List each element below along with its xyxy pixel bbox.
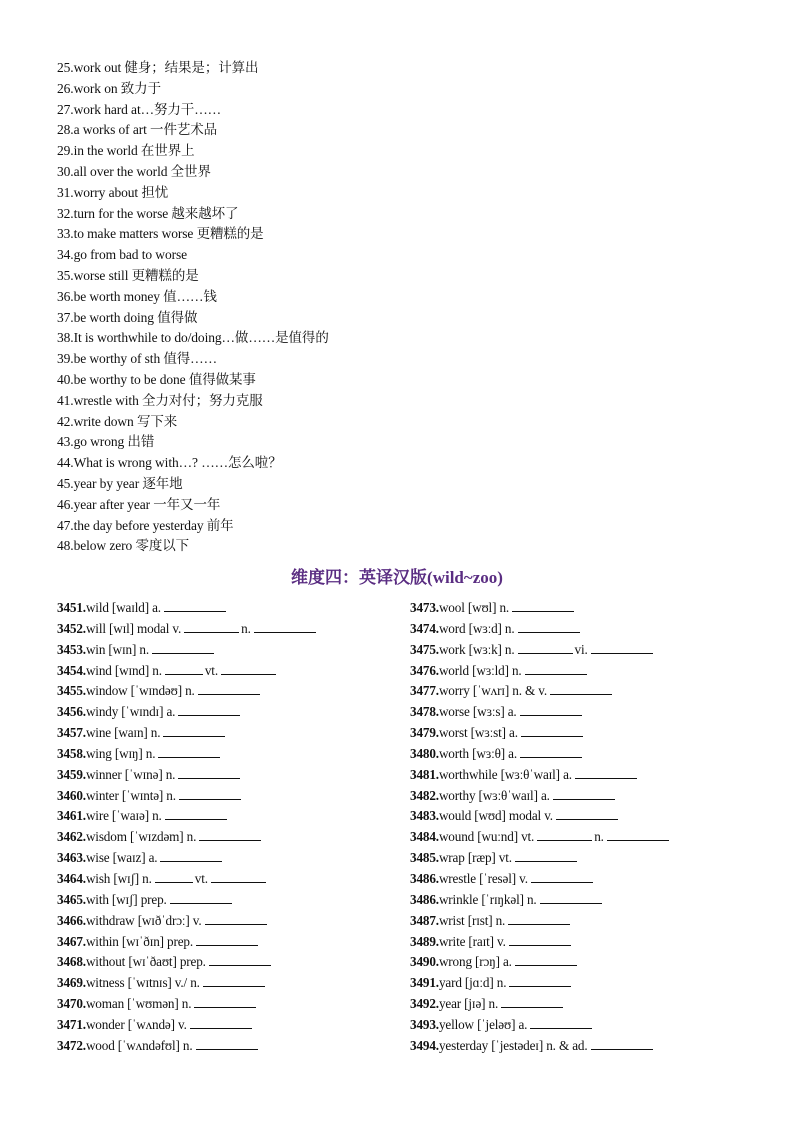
answer-blank[interactable]	[591, 641, 653, 654]
answer-blank[interactable]	[199, 828, 261, 841]
entry-word: windy [ˈwɪndɪ] a.	[85, 704, 176, 720]
entry-number: 3480.	[410, 745, 439, 761]
phrase-item: 45.year by year 逐年地	[57, 475, 183, 491]
entry-number: 3470.	[57, 996, 86, 1012]
vocab-entry	[57, 619, 397, 640]
answer-blank[interactable]	[190, 1016, 252, 1029]
phrase-list	[57, 58, 757, 557]
vocab-entry	[410, 1036, 780, 1057]
entry-number: 3454.	[57, 662, 86, 678]
answer-blank[interactable]	[163, 724, 225, 737]
vocab-entry	[57, 598, 397, 619]
entry-word: worth [wɜːθ] a.	[438, 745, 518, 761]
phrase-item: 27.work hard at…努力干……	[57, 101, 222, 117]
vocab-column-left	[57, 598, 397, 1057]
entry-number: 3469.	[57, 975, 86, 991]
answer-blank[interactable]	[556, 807, 618, 820]
entry-word: wood [ˈwʌndəfʊl] n.	[85, 1037, 193, 1053]
answer-blank[interactable]	[198, 682, 260, 695]
answer-blank[interactable]	[518, 620, 580, 633]
entry-number: 3456.	[57, 704, 86, 720]
phrase-item: 44.What is wrong with…? ……怎么啦？	[57, 455, 282, 471]
phrase-item: 36.be worth money 值……钱	[57, 288, 217, 304]
part-of-speech-separator: n.	[594, 829, 604, 845]
answer-blank[interactable]	[607, 828, 669, 841]
answer-blank[interactable]	[203, 974, 265, 987]
vocab-entry	[410, 932, 780, 953]
answer-blank[interactable]	[179, 787, 241, 800]
part-of-speech-separator: vi.	[574, 641, 588, 657]
answer-blank[interactable]	[170, 891, 232, 904]
answer-blank[interactable]	[205, 912, 267, 925]
entry-number: 3464.	[57, 870, 86, 886]
entry-number: 3476.	[410, 662, 439, 678]
vocab-entry	[410, 848, 780, 869]
entry-number: 3458.	[57, 745, 86, 761]
section-title: 维度四：英译汉版(wild~zoo)	[291, 568, 503, 587]
vocab-entry	[410, 994, 780, 1015]
vocab-entry	[410, 786, 780, 807]
entry-word: without [wɪˈðaʊt] prep.	[85, 954, 206, 970]
entry-word: wrestle [ˈresəl] v.	[438, 870, 528, 886]
entry-number: 3467.	[57, 933, 86, 949]
entry-number: 3486.	[410, 891, 439, 907]
vocab-column-right	[410, 598, 780, 1057]
vocab-entry	[410, 598, 780, 619]
answer-blank[interactable]	[501, 995, 563, 1008]
part-of-speech-separator: vt.	[194, 870, 208, 886]
entry-word: write [raɪt] v.	[438, 933, 506, 949]
vocab-entry	[57, 932, 397, 953]
entry-word: wise [waɪz] a.	[85, 850, 158, 866]
entry-number: 3466.	[57, 912, 86, 928]
vocab-entry	[410, 1015, 780, 1036]
vocab-entry	[57, 681, 397, 702]
answer-blank[interactable]	[184, 620, 239, 633]
answer-blank[interactable]	[512, 599, 574, 612]
vocab-entry	[57, 952, 397, 973]
entry-word: wild [waɪld] a.	[85, 600, 161, 615]
part-of-speech-separator: vt.	[204, 662, 218, 678]
entry-number: 3484.	[410, 829, 439, 845]
phrase-item: 34.go from bad to worse	[57, 247, 188, 263]
answer-blank[interactable]	[165, 807, 227, 820]
entry-word: wrinkle [ˈrɪŋkəl] n.	[438, 891, 537, 907]
answer-blank[interactable]	[515, 849, 577, 862]
phrase-item: 37.be worth doing 值得做	[57, 309, 198, 325]
phrase-item: 26.work on 致力于	[57, 80, 161, 96]
entry-word: year [jɪə] n.	[438, 996, 499, 1012]
entry-word: winter [ˈwɪntə] n.	[85, 787, 176, 803]
answer-blank[interactable]	[152, 641, 214, 654]
vocab-entry	[57, 723, 397, 744]
phrase-item: 30.all over the world 全世界	[57, 163, 211, 179]
answer-blank[interactable]	[196, 933, 258, 946]
entry-word: witness [ˈwɪtnɪs] v./ n.	[85, 975, 200, 991]
answer-blank[interactable]	[553, 787, 615, 800]
entry-number: 3453.	[57, 641, 86, 657]
vocab-entry	[410, 640, 780, 661]
answer-blank[interactable]	[165, 662, 203, 675]
vocab-entry	[57, 827, 397, 848]
entry-number: 3459.	[57, 766, 86, 782]
entry-word: world [wɜːld] n.	[438, 662, 522, 678]
answer-blank[interactable]	[178, 703, 240, 716]
answer-blank[interactable]	[591, 1037, 653, 1050]
answer-blank[interactable]	[520, 745, 582, 758]
answer-blank[interactable]	[254, 620, 316, 633]
entry-number: 3479.	[410, 725, 439, 741]
vocab-entry	[57, 973, 397, 994]
entry-number: 3490.	[410, 954, 439, 970]
entry-word: worry [ˈwʌrɪ] n. & v.	[438, 683, 547, 699]
entry-word: with [wɪʃ] prep.	[85, 891, 167, 907]
entry-number: 3478.	[410, 704, 439, 720]
entry-word: yesterday [ˈjestədeɪ] n. & ad.	[438, 1037, 588, 1053]
entry-number: 3457.	[57, 725, 86, 741]
answer-blank[interactable]	[158, 745, 220, 758]
entry-number: 3452.	[57, 620, 86, 636]
vocab-entry	[57, 765, 397, 786]
answer-blank[interactable]	[221, 662, 276, 675]
vocab-entry	[57, 786, 397, 807]
part-of-speech-separator: n.	[241, 620, 251, 636]
vocab-entry	[57, 994, 397, 1015]
entry-word: wound [wuːnd] vt.	[438, 829, 535, 845]
vocab-entry	[410, 827, 780, 848]
entry-number: 3493.	[410, 1016, 439, 1032]
vocab-entry	[57, 890, 397, 911]
entry-word: withdraw [wɪðˈdrɔː] v.	[85, 912, 202, 928]
answer-blank[interactable]	[520, 703, 582, 716]
entry-word: worthwhile [wɜːθˈwaɪl] a.	[438, 766, 572, 782]
entry-word: wing [wɪŋ] n.	[85, 745, 156, 761]
answer-blank[interactable]	[178, 766, 240, 779]
vocab-entry	[57, 1015, 397, 1036]
entry-word: wonder [ˈwʌndə] v.	[85, 1016, 187, 1032]
vocab-entry	[57, 702, 397, 723]
answer-blank[interactable]	[525, 662, 587, 675]
entry-word: winner [ˈwɪnə] n.	[85, 766, 176, 782]
vocab-entry	[410, 973, 780, 994]
entry-number: 3455.	[57, 683, 86, 699]
entry-number: 3473.	[410, 600, 439, 615]
vocab-entry	[410, 952, 780, 973]
answer-blank[interactable]	[209, 953, 271, 966]
vocab-entry	[410, 661, 780, 682]
entry-number: 3489.	[410, 933, 439, 949]
entry-word: within [wɪˈðɪn] prep.	[85, 933, 194, 949]
entry-number: 3483.	[410, 808, 439, 824]
phrase-item: 31.worry about 担忧	[57, 184, 169, 200]
entry-number: 3494.	[410, 1037, 439, 1053]
phrase-item: 48.below zero 零度以下	[57, 538, 190, 554]
answer-blank[interactable]	[518, 641, 573, 654]
answer-blank[interactable]	[575, 766, 637, 779]
entry-number: 3482.	[410, 787, 439, 803]
phrase-item: 42.write down 写下来	[57, 413, 178, 429]
entry-number: 3468.	[57, 954, 86, 970]
vocab-entry	[57, 911, 397, 932]
phrase-item: 33.to make matters worse 更糟糕的是	[57, 226, 264, 242]
entry-number: 3462.	[57, 829, 86, 845]
entry-word: wrong [rɔŋ] a.	[438, 954, 512, 970]
vocab-entry	[410, 765, 780, 786]
answer-blank[interactable]	[531, 870, 593, 883]
vocab-entry	[57, 661, 397, 682]
entry-word: yard [jɑːd] n.	[438, 975, 507, 991]
entry-number: 3477.	[410, 683, 439, 699]
entry-word: worse [wɜːs] a.	[438, 704, 517, 720]
entry-number: 3487.	[410, 912, 439, 928]
vocab-entry	[410, 744, 780, 765]
entry-word: worst [wɜːst] a.	[438, 725, 518, 741]
answer-blank[interactable]	[211, 870, 266, 883]
entry-word: wine [waɪn] n.	[85, 725, 161, 741]
vocab-entry	[57, 869, 397, 890]
answer-blank[interactable]	[164, 599, 226, 612]
entry-number: 3463.	[57, 850, 86, 866]
phrase-item: 25.work out 健身；结果是；计算出	[57, 60, 259, 75]
phrase-item: 47.the day before yesterday 前年	[57, 517, 234, 533]
entry-word: wind [wɪnd] n.	[85, 662, 162, 678]
vocab-entry	[57, 744, 397, 765]
answer-blank[interactable]	[509, 974, 571, 987]
phrase-item: 29.in the world 在世界上	[57, 143, 195, 159]
entry-number: 3492.	[410, 996, 439, 1012]
entry-number: 3472.	[57, 1037, 86, 1053]
entry-number: 3474.	[410, 620, 439, 636]
answer-blank[interactable]	[521, 724, 583, 737]
vocab-entry	[410, 890, 780, 911]
entry-word: woman [ˈwʊmən] n.	[85, 996, 192, 1012]
entry-number: 3471.	[57, 1016, 86, 1032]
entry-number: 3491.	[410, 975, 439, 991]
entry-word: wire [ˈwaɪə] n.	[85, 808, 162, 824]
entry-word: wrist [rɪst] n.	[438, 912, 506, 928]
entry-word: wisdom [ˈwɪzdəm] n.	[85, 829, 197, 845]
phrase-item: 46.year after year 一年又一年	[57, 496, 221, 512]
answer-blank[interactable]	[540, 891, 602, 904]
vocab-entry	[410, 681, 780, 702]
answer-blank[interactable]	[196, 1037, 258, 1050]
answer-blank[interactable]	[515, 953, 577, 966]
entry-number: 3486.	[410, 870, 439, 886]
entry-number: 3460.	[57, 787, 86, 803]
vocab-entry	[410, 806, 780, 827]
vocab-entry	[57, 640, 397, 661]
phrase-item: 32.turn for the worse 越来越坏了	[57, 205, 239, 221]
entry-word: win [wɪn] n.	[85, 641, 149, 657]
entry-word: window [ˈwɪndəʊ] n.	[85, 683, 195, 699]
answer-blank[interactable]	[537, 828, 592, 841]
answer-blank[interactable]	[194, 995, 256, 1008]
answer-blank[interactable]	[509, 933, 571, 946]
entry-number: 3485.	[410, 850, 439, 866]
vocab-entry	[410, 619, 780, 640]
entry-word: wrap [ræp] vt.	[438, 850, 512, 866]
vocab-entry	[410, 723, 780, 744]
entry-number: 3465.	[57, 891, 86, 907]
phrase-item: 39.be worthy of sth 值得……	[57, 351, 217, 367]
vocab-entry	[410, 911, 780, 932]
entry-word: will [wɪl] modal v.	[85, 620, 182, 636]
answer-blank[interactable]	[155, 870, 193, 883]
entry-number: 3475.	[410, 641, 439, 657]
answer-blank[interactable]	[160, 849, 222, 862]
vocab-entry	[410, 869, 780, 890]
phrase-item: 35.worse still 更糟糕的是	[57, 267, 199, 283]
entry-word: worthy [wɜːθˈwaɪl] a.	[438, 787, 550, 803]
entry-word: wish [wɪʃ] n.	[85, 870, 152, 886]
phrase-item: 41.wrestle with 全力对付；努力克服	[57, 392, 263, 408]
vocab-entry	[57, 806, 397, 827]
phrase-item: 40.be worthy to be done 值得做某事	[57, 371, 256, 387]
entry-word: would [wʊd] modal v.	[438, 808, 553, 824]
entry-number: 3461.	[57, 808, 86, 824]
entry-number: 3451.	[57, 600, 86, 615]
phrase-item: 28.a works of art 一件艺术品	[57, 122, 218, 138]
answer-blank[interactable]	[550, 682, 612, 695]
vocab-entry	[410, 702, 780, 723]
answer-blank[interactable]	[530, 1016, 592, 1029]
phrase-item: 38.It is worthwhile to do/doing…做……是值得的	[57, 330, 329, 346]
vocab-entry	[57, 1036, 397, 1057]
answer-blank[interactable]	[508, 912, 570, 925]
entry-word: word [wɜːd] n.	[438, 620, 515, 636]
entry-word: wool [wʊl] n.	[438, 600, 510, 615]
entry-word: yellow [ˈjeləʊ] a.	[438, 1016, 528, 1032]
phrase-item: 43.go wrong 出错	[57, 434, 155, 450]
vocab-entry	[57, 848, 397, 869]
entry-number: 3481.	[410, 766, 439, 782]
entry-word: work [wɜːk] n.	[438, 641, 515, 657]
